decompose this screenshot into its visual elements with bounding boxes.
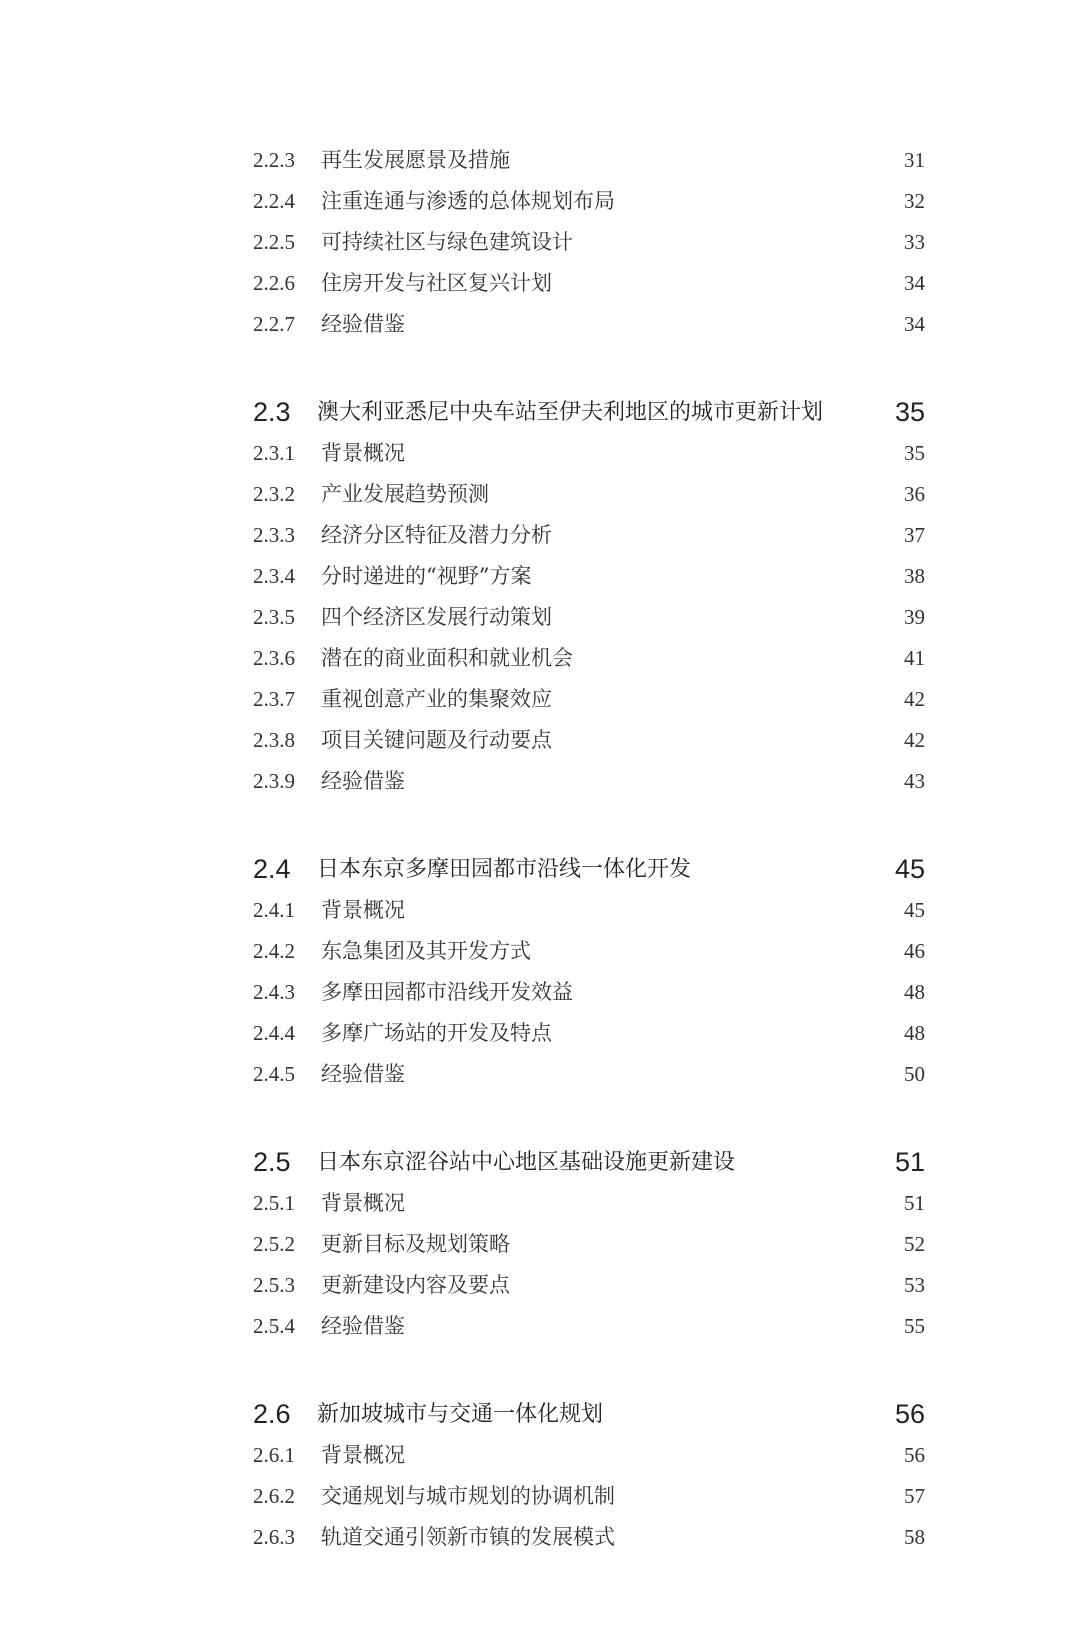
toc-entry[interactable]: [253, 1054, 925, 1095]
entry-title: 东急集团及其开发方式: [321, 939, 531, 963]
entry-page-number: 48: [904, 1021, 925, 1045]
toc-entry[interactable]: [253, 679, 925, 720]
entry-number: 2.2.6: [253, 271, 295, 295]
entry-number: 2.4.2: [253, 939, 295, 963]
entry-title: 可持续社区与绿色建筑设计: [321, 230, 573, 254]
entry-number: 2.5.1: [253, 1191, 295, 1215]
section-page-number: 51: [894, 1147, 925, 1177]
table-of-contents: [253, 140, 925, 1558]
toc-entry[interactable]: [253, 474, 925, 515]
entry-number: 2.3.4: [253, 564, 295, 588]
section-page-number: 56: [894, 1399, 925, 1429]
toc-entry[interactable]: [253, 222, 925, 263]
entry-number: 2.5.4: [253, 1314, 295, 1338]
entry-page-number: 39: [904, 605, 925, 629]
section-spacer: [253, 802, 925, 849]
toc-entry[interactable]: [253, 1013, 925, 1054]
entry-title: 潜在的商业面积和就业机会: [321, 646, 573, 670]
section-number: 2.6: [253, 1399, 291, 1429]
entry-title: 多摩田园都市沿线开发效益: [321, 980, 573, 1004]
entry-number: 2.3.9: [253, 769, 295, 793]
section-number: 2.5: [253, 1147, 291, 1177]
section-title: 日本东京多摩田园都市沿线一体化开发: [317, 857, 692, 882]
entry-number: 2.3.2: [253, 482, 295, 506]
entry-page-number: 53: [904, 1273, 925, 1297]
entry-number: 2.2.4: [253, 189, 295, 213]
section-title: 澳大利亚悉尼中央车站至伊夫利地区的城市更新计划: [317, 400, 824, 425]
toc-section-heading[interactable]: [253, 849, 925, 890]
entry-number: 2.6.1: [253, 1443, 295, 1467]
toc-section-heading[interactable]: [253, 392, 925, 433]
entry-number: 2.6.2: [253, 1484, 295, 1508]
section-page-number: 35: [894, 397, 925, 427]
toc-entry[interactable]: [253, 556, 925, 597]
entry-page-number: 52: [904, 1232, 925, 1256]
entry-page-number: 35: [904, 441, 925, 465]
entry-page-number: 55: [904, 1314, 925, 1338]
toc-section-heading[interactable]: [253, 1394, 925, 1435]
toc-entry[interactable]: [253, 181, 925, 222]
section-number: 2.3: [253, 397, 291, 427]
entry-page-number: 34: [904, 271, 925, 295]
section-spacer: [253, 1095, 925, 1142]
entry-title: 经验借鉴: [321, 1062, 405, 1086]
toc-entry[interactable]: [253, 1183, 925, 1224]
entry-title: 经济分区特征及潜力分析: [321, 523, 552, 547]
entry-title: 经验借鉴: [321, 312, 405, 336]
entry-page-number: 45: [904, 898, 925, 922]
entry-number: 2.3.1: [253, 441, 295, 465]
section-spacer: [253, 345, 925, 392]
entry-title: 四个经济区发展行动策划: [321, 605, 552, 629]
toc-entry[interactable]: [253, 515, 925, 556]
entry-number: 2.3.7: [253, 687, 295, 711]
toc-entry[interactable]: [253, 1517, 925, 1558]
section-title: 日本东京涩谷站中心地区基础设施更新建设: [317, 1150, 736, 1175]
section-title: 新加坡城市与交通一体化规划: [317, 1402, 604, 1427]
entry-title: 产业发展趋势预测: [321, 482, 489, 506]
toc-entry[interactable]: [253, 1306, 925, 1347]
entry-title: 更新目标及规划策略: [321, 1232, 510, 1256]
entry-title: 交通规划与城市规划的协调机制: [321, 1484, 615, 1508]
toc-entry[interactable]: [253, 638, 925, 679]
entry-title: 再生发展愿景及措施: [321, 148, 510, 172]
toc-entry[interactable]: [253, 972, 925, 1013]
section-number: 2.4: [253, 854, 291, 884]
entry-title: 经验借鉴: [321, 769, 405, 793]
toc-entry[interactable]: [253, 1224, 925, 1265]
entry-number: 2.4.1: [253, 898, 295, 922]
toc-entry[interactable]: [253, 1476, 925, 1517]
toc-entry[interactable]: [253, 597, 925, 638]
entry-title: 更新建设内容及要点: [321, 1273, 510, 1297]
entry-page-number: 42: [904, 687, 925, 711]
entry-number: 2.3.6: [253, 646, 295, 670]
entry-title: 分时递进的“视野”方案: [321, 564, 532, 588]
entry-page-number: 34: [904, 312, 925, 336]
entry-number: 2.5.3: [253, 1273, 295, 1297]
entry-title: 背景概况: [321, 898, 405, 922]
entry-page-number: 46: [904, 939, 925, 963]
entry-number: 2.5.2: [253, 1232, 295, 1256]
entry-page-number: 31: [904, 148, 925, 172]
entry-title: 重视创意产业的集聚效应: [321, 687, 552, 711]
toc-entry[interactable]: [253, 720, 925, 761]
entry-page-number: 36: [904, 482, 925, 506]
entry-title: 背景概况: [321, 1443, 405, 1467]
toc-entry[interactable]: [253, 931, 925, 972]
toc-entry[interactable]: [253, 1265, 925, 1306]
entry-title: 多摩广场站的开发及特点: [321, 1021, 552, 1045]
entry-title: 背景概况: [321, 441, 405, 465]
toc-entry[interactable]: [253, 890, 925, 931]
entry-page-number: 32: [904, 189, 925, 213]
toc-entry[interactable]: [253, 304, 925, 345]
entry-title: 住房开发与社区复兴计划: [321, 271, 552, 295]
entry-number: 2.4.5: [253, 1062, 295, 1086]
entry-title: 经验借鉴: [321, 1314, 405, 1338]
entry-page-number: 58: [904, 1525, 925, 1549]
entry-page-number: 41: [904, 646, 925, 670]
entry-number: 2.3.5: [253, 605, 295, 629]
entry-page-number: 50: [904, 1062, 925, 1086]
toc-entry[interactable]: [253, 1435, 925, 1476]
entry-page-number: 33: [904, 230, 925, 254]
entry-page-number: 43: [904, 769, 925, 793]
entry-page-number: 38: [904, 564, 925, 588]
entry-number: 2.3.3: [253, 523, 295, 547]
toc-entry[interactable]: [253, 263, 925, 304]
entry-number: 2.4.3: [253, 980, 295, 1004]
section-spacer: [253, 1347, 925, 1394]
entry-page-number: 56: [904, 1443, 925, 1467]
entry-page-number: 37: [904, 523, 925, 547]
entry-page-number: 42: [904, 728, 925, 752]
toc-entry[interactable]: [253, 761, 925, 802]
section-page-number: 45: [894, 854, 925, 884]
entry-number: 2.2.3: [253, 148, 295, 172]
toc-entry[interactable]: [253, 433, 925, 474]
entry-title: 项目关键问题及行动要点: [321, 728, 552, 752]
toc-section-heading[interactable]: [253, 1142, 925, 1183]
entry-title: 背景概况: [321, 1191, 405, 1215]
entry-page-number: 57: [904, 1484, 925, 1508]
entry-title: 轨道交通引领新市镇的发展模式: [321, 1525, 615, 1549]
toc-entry[interactable]: [253, 140, 925, 181]
entry-page-number: 51: [904, 1191, 925, 1215]
entry-title: 注重连通与渗透的总体规划布局: [321, 189, 615, 213]
entry-number: 2.6.3: [253, 1525, 295, 1549]
entry-number: 2.4.4: [253, 1021, 295, 1045]
entry-number: 2.3.8: [253, 728, 295, 752]
entry-page-number: 48: [904, 980, 925, 1004]
entry-number: 2.2.7: [253, 312, 295, 336]
entry-number: 2.2.5: [253, 230, 295, 254]
